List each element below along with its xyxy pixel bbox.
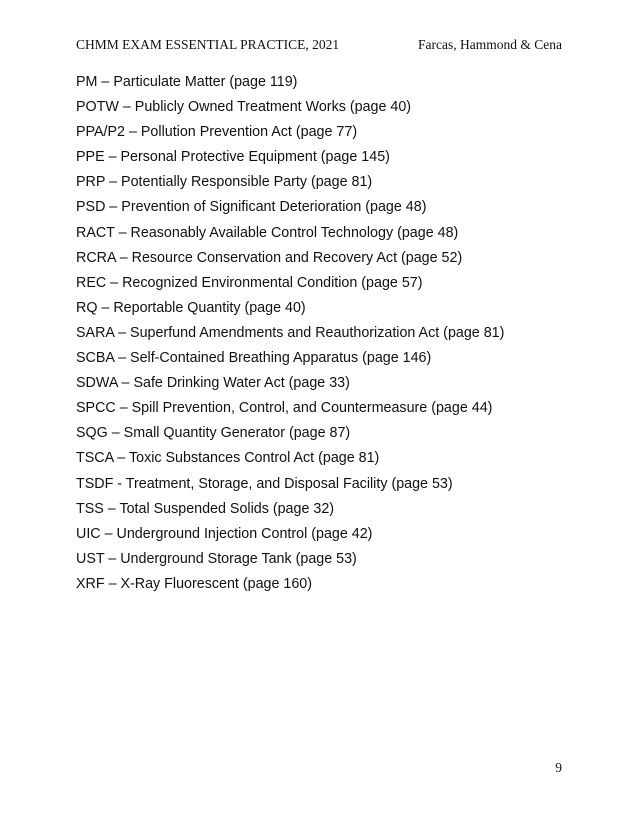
header-title: CHMM EXAM ESSENTIAL PRACTICE, 2021 xyxy=(76,37,340,52)
acronym-entry: TSS – Total Suspended Solids (page 32) xyxy=(76,500,335,517)
acronym-entry: POTW – Publicly Owned Treatment Works (page 40) xyxy=(76,99,412,116)
acronym-entry: REC – Recognized Environmental Condition (page 57) xyxy=(76,274,423,291)
acronym-entry: PRP – Potentially Responsible Party (page 81) xyxy=(76,174,373,191)
acronym-entry: UST – Underground Storage Tank (page 53) xyxy=(76,550,357,567)
page-header xyxy=(76,37,562,55)
acronym-list xyxy=(76,73,566,600)
acronym-entry: TSCA – Toxic Substances Control Act (page 81) xyxy=(76,450,380,467)
acronym-entry: SARA – Superfund Amendments and Reauthorization Act (page 81) xyxy=(76,324,505,341)
acronym-entry: SQG – Small Quantity Generator (page 87) xyxy=(76,425,351,442)
acronym-entry: RCRA – Resource Conservation and Recovery Act (page 52) xyxy=(76,249,463,266)
acronym-entry: PM – Particulate Matter (page 119) xyxy=(76,74,298,90)
acronym-entry: PSD – Prevention of Significant Deterioration (page 48) xyxy=(76,199,427,216)
acronym-entry: PPA/P2 – Pollution Prevention Act (page 77) xyxy=(76,124,358,141)
acronym-entry: XRF – X-Ray Fluorescent (page 160) xyxy=(76,575,313,592)
acronym-entry: SPCC – Spill Prevention, Control, and Countermeasure (page 44) xyxy=(76,400,493,417)
acronym-entry: UIC – Underground Injection Control (page 42) xyxy=(76,525,373,542)
acronym-entry: PPE – Personal Protective Equipment (page 145) xyxy=(76,149,390,166)
acronym-entry: TSDF - Treatment, Storage, and Disposal Facility (page 53) xyxy=(76,475,453,492)
acronym-entry: RQ – Reportable Quantity (page 40) xyxy=(76,299,306,316)
page-number: 9 xyxy=(555,760,562,775)
acronym-entry: RACT – Reasonably Available Control Technology (page 48) xyxy=(76,224,459,241)
acronym-entry: SCBA – Self-Contained Breathing Apparatus (page 146) xyxy=(76,350,432,367)
header-authors: Farcas, Hammond & Cena xyxy=(418,37,562,52)
acronym-entry: SDWA – Safe Drinking Water Act (page 33) xyxy=(76,375,350,392)
